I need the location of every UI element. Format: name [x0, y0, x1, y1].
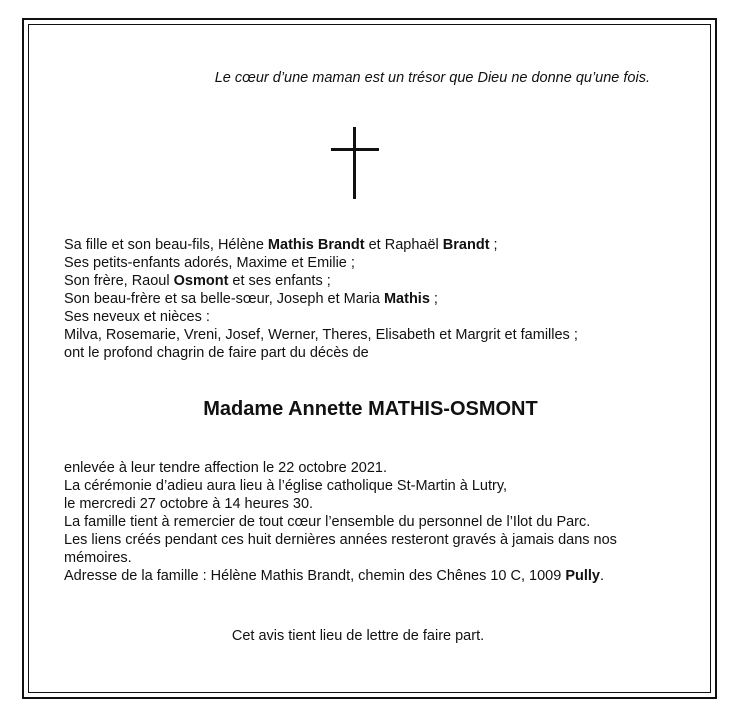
details-line-passing: enlevée à leur tendre affection le 22 octobre 2021.: [64, 460, 387, 476]
cross-vertical-bar: [353, 127, 356, 199]
text-segment: ;: [489, 237, 498, 253]
text-segment: ;: [429, 291, 438, 307]
text-segment: et ses enfants ;: [228, 273, 331, 289]
details-line-memories: Les liens créés pendant ces huit dernières années resteront gravés à jamais dans nos mémoires.: [64, 532, 617, 566]
text-segment: Son beau-frère et sa belle-sœur, Joseph et Maria: [64, 291, 384, 307]
family-line-brother: [64, 272, 578, 290]
address-text: Adresse de la famille : Hélène Mathis Brandt, chemin des Chênes 10 C, 1009: [64, 568, 566, 584]
address-city: Pully: [565, 568, 600, 584]
family-line-nephews-heading: Ses neveux et nièces :: [64, 309, 210, 325]
closing-note: Cet avis tient lieu de lettre de faire part.: [231, 628, 485, 644]
text-segment: Sa fille et son beau-fils, Hélène: [64, 237, 268, 253]
address-end: .: [599, 568, 605, 584]
epigraph: Le cœur d’une maman est un trésor que Dieu ne donne qu’une fois.: [214, 70, 650, 86]
surname-bold: Osmont: [173, 273, 229, 289]
family-line-daughter: [64, 236, 578, 254]
family-announcement: [64, 236, 578, 362]
details-line-address: [64, 567, 664, 585]
surname-bold: Mathis Brandt: [267, 237, 365, 253]
text-segment: et Raphaël: [364, 237, 443, 253]
details-line-date: le mercredi 27 octobre à 14 heures 30.: [64, 496, 314, 512]
cross-icon: [331, 127, 379, 199]
cross-horizontal-bar: [331, 148, 379, 151]
surname-bold: Brandt: [442, 237, 490, 253]
details-line-ceremony: La cérémonie d’adieu aura lieu à l’église catholique St-Martin à Lutry,: [64, 478, 508, 494]
details-line-thanks: La famille tient à remercier de tout cœur l’ensemble du personnel de l’Ilot du Parc.: [64, 514, 591, 530]
deceased-name: Madame Annette MATHIS-OSMONT: [203, 398, 538, 420]
ceremony-details: [64, 459, 664, 585]
family-line-in-laws: [64, 290, 578, 308]
family-line-announcement: ont le profond chagrin de faire part du décès de: [64, 345, 369, 361]
family-line-nephews-names: Milva, Rosemarie, Vreni, Josef, Werner, Theres, Elisabeth et Margrit et familles ;: [64, 327, 578, 343]
family-line-grandchildren: Ses petits-enfants adorés, Maxime et Emilie ;: [64, 255, 355, 271]
surname-bold: Mathis: [383, 291, 430, 307]
text-segment: Son frère, Raoul: [64, 273, 174, 289]
